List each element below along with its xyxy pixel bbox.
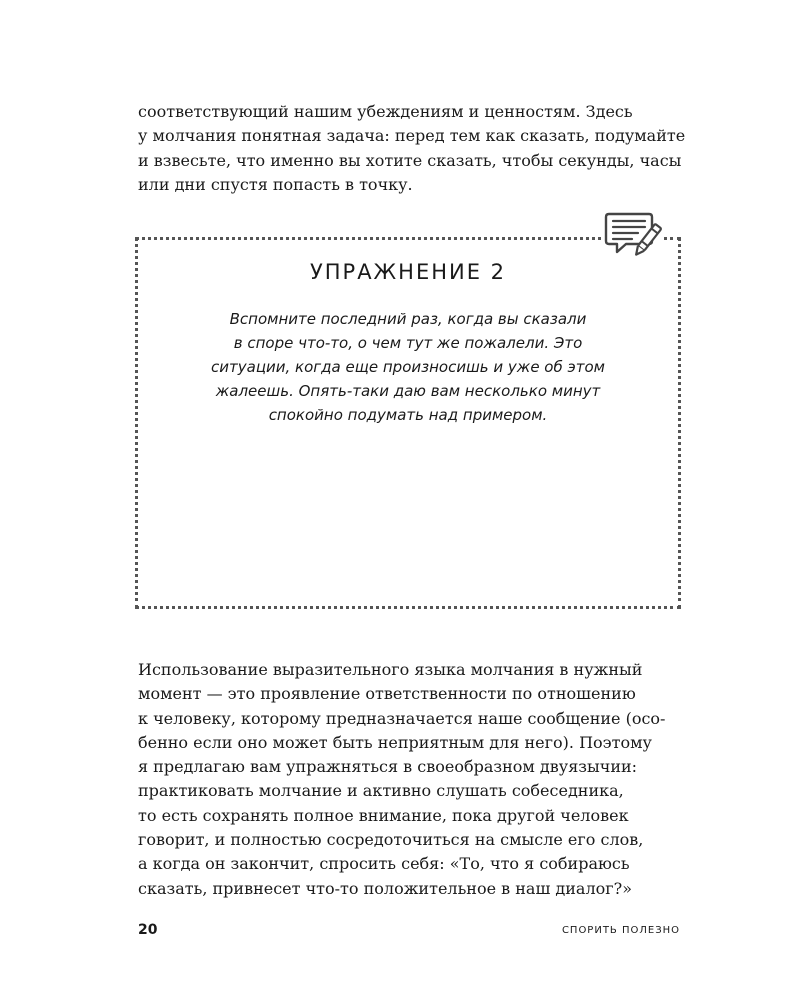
- top-paragraph: [138, 100, 686, 197]
- text-line: у молчания понятная задача: перед тем как сказать, подумайте: [138, 126, 686, 146]
- text-line: и взвесьте, что именно вы хотите сказать, чтобы секунды, часы: [138, 150, 682, 170]
- exercise-text-line: ситуации, когда еще произносишь и уже об этом: [211, 358, 605, 376]
- exercise-title: УПРАЖНЕНИЕ 2: [309, 260, 507, 284]
- page-number: 20: [138, 922, 158, 938]
- text-line: говорит, и полностью сосредоточиться на смысле его слов,: [138, 830, 644, 850]
- notes-pen-icon: [602, 208, 664, 264]
- book-title: СПОРИТЬ ПОЛЕЗНО: [561, 925, 680, 936]
- text-line: бенно если оно может быть неприятным для него). Поэтому: [138, 732, 652, 752]
- exercise-box: [135, 237, 681, 609]
- text-line: практиковать молчание и активно слушать собеседника,: [138, 781, 624, 801]
- text-line: а когда он закончит, спросить себя: «То, что я собираюсь: [138, 854, 630, 874]
- text-line: соответствующий нашим убеждениям и ценностям. Здесь: [138, 102, 633, 121]
- text-line: к человеку, которому предназначается наше сообщение (осо-: [138, 708, 666, 728]
- text-line: или дни спустя попасть в точку.: [138, 174, 413, 194]
- text-line: Использование выразительного языка молчания в нужный: [138, 660, 643, 679]
- text-line: то есть сохранять полное внимание, пока другой человек: [138, 805, 629, 825]
- exercise-text-line: жалеешь. Опять-таки даю вам несколько минут: [215, 382, 601, 400]
- exercise-text-line: спокойно подумать над примером.: [268, 406, 548, 424]
- bottom-paragraph: [138, 658, 683, 901]
- exercise-text: [138, 307, 678, 427]
- text-line: сказать, привнесет что-то положительное в наш диалог?»: [138, 878, 632, 898]
- exercise-text-line: Вспомните последний раз, когда вы сказали: [229, 310, 587, 328]
- text-line: я предлагаю вам упражняться в своеобразном двуязычии:: [138, 757, 638, 777]
- exercise-text-line: в споре что-то, о чем тут же пожалели. Это: [233, 334, 583, 352]
- text-line: момент — это проявление ответственности по отношению: [138, 684, 636, 704]
